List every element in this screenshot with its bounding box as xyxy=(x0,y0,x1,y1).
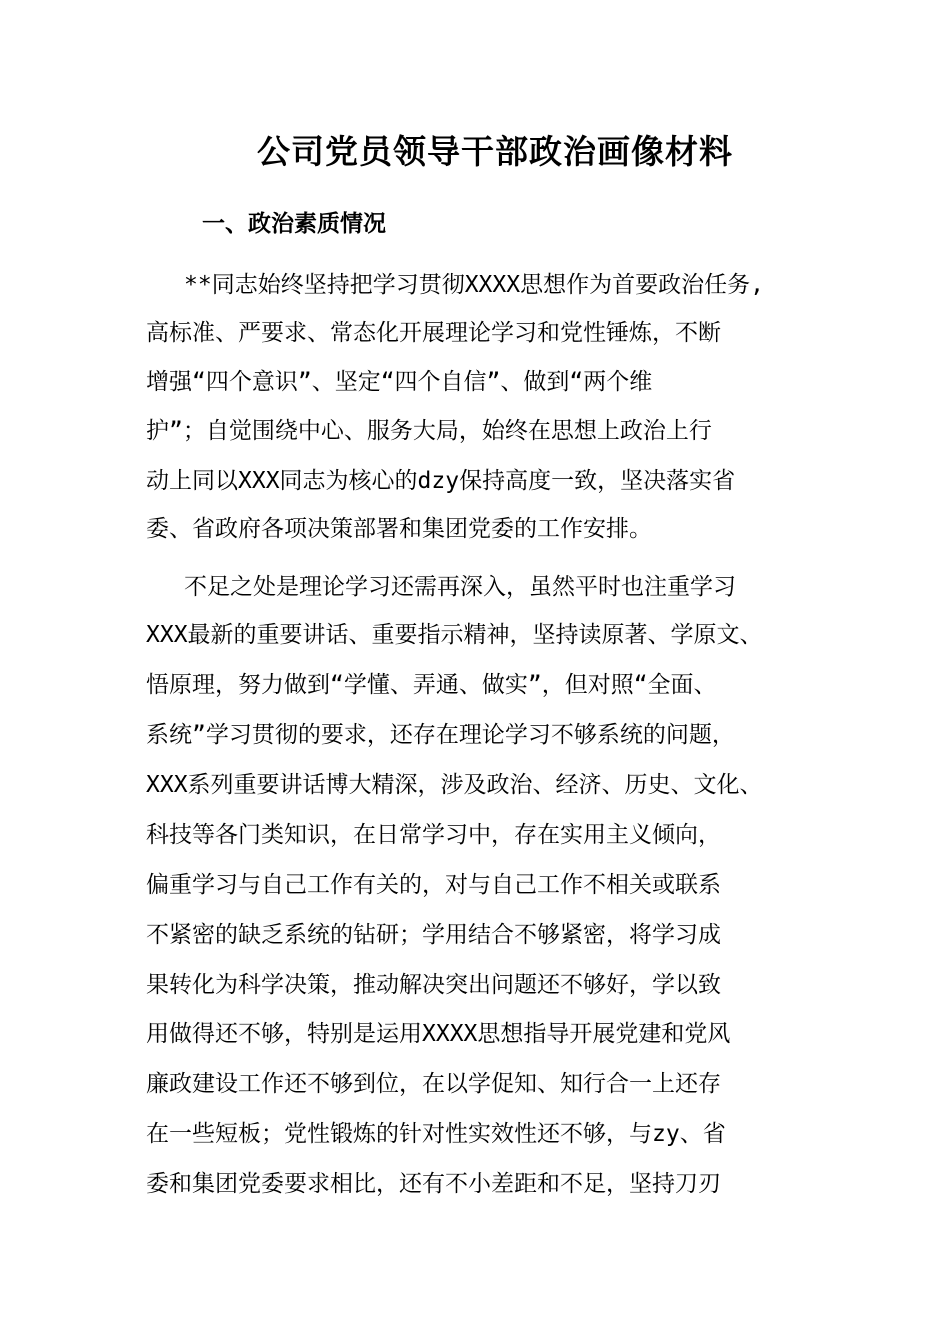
paragraph-2-line-10: 用做得还不够，特别是运用XXXX思想指导开展党建和党风 xyxy=(146,1021,731,1047)
paragraph-2-line-7: 偏重学习与自己工作有关的，对与自己工作不相关或联系 xyxy=(146,872,721,898)
paragraph-2-line-4: 系统”学习贯彻的要求，还存在理论学习不够系统的问题， xyxy=(146,722,735,748)
paragraph-2-line-12: 在一些短板；党性锻炼的针对性实效性还不够，与zy、省 xyxy=(146,1121,726,1147)
paragraph-2-line-9: 果转化为科学决策，推动解决突出问题还不够好，学以致 xyxy=(146,972,721,998)
section-heading: 一、政治素质情况 xyxy=(202,211,386,237)
paragraph-2-line-5: XXX系列重要讲话博大精深，涉及政治、经济、历史、文化、 xyxy=(146,772,763,798)
paragraph-1-line-2: 高标准、严要求、常态化开展理论学习和党性锤炼，不断 xyxy=(146,320,721,346)
paragraph-1-line-5: 动上同以XXX同志为核心的dzy保持高度一致，坚决落实省 xyxy=(146,468,736,494)
paragraph-2-line-13: 委和集团党委要求相比，还有不小差距和不足，坚持刀刃 xyxy=(146,1171,721,1197)
paragraph-1-line-6: 委、省政府各项决策部署和集团党委的工作安排。 xyxy=(146,516,652,542)
document-title: 公司党员领导干部政治画像材料 xyxy=(257,132,733,171)
paragraph-2-line-1: 不足之处是理论学习还需再深入，虽然平时也注重学习 xyxy=(184,574,736,600)
paragraph-2-line-6: 科技等各门类知识，在日常学习中，存在实用主义倾向， xyxy=(146,822,721,848)
paragraph-1-line-3: 增强“四个意识”、坚定“四个自信”、做到“两个维 xyxy=(146,369,653,395)
paragraph-2-line-2: XXX最新的重要讲话、重要指示精神，坚持读原著、学原文、 xyxy=(146,622,763,648)
paragraph-1-line-1: **同志始终坚持把学习贯彻XXXX思想作为首要政治任务, xyxy=(184,272,764,298)
paragraph-2-line-11: 廉政建设工作还不够到位，在以学促知、知行合一上还存 xyxy=(146,1071,721,1097)
paragraph-2-line-3: 悟原理，努力做到“学懂、弄通、做实”，但对照“全面、 xyxy=(146,672,717,698)
paragraph-1-line-4: 护”；自觉围绕中心、服务大局，始终在思想上政治上行 xyxy=(146,418,712,444)
paragraph-2-line-8: 不紧密的缺乏系统的钻研；学用结合不够紧密，将学习成 xyxy=(146,922,721,948)
